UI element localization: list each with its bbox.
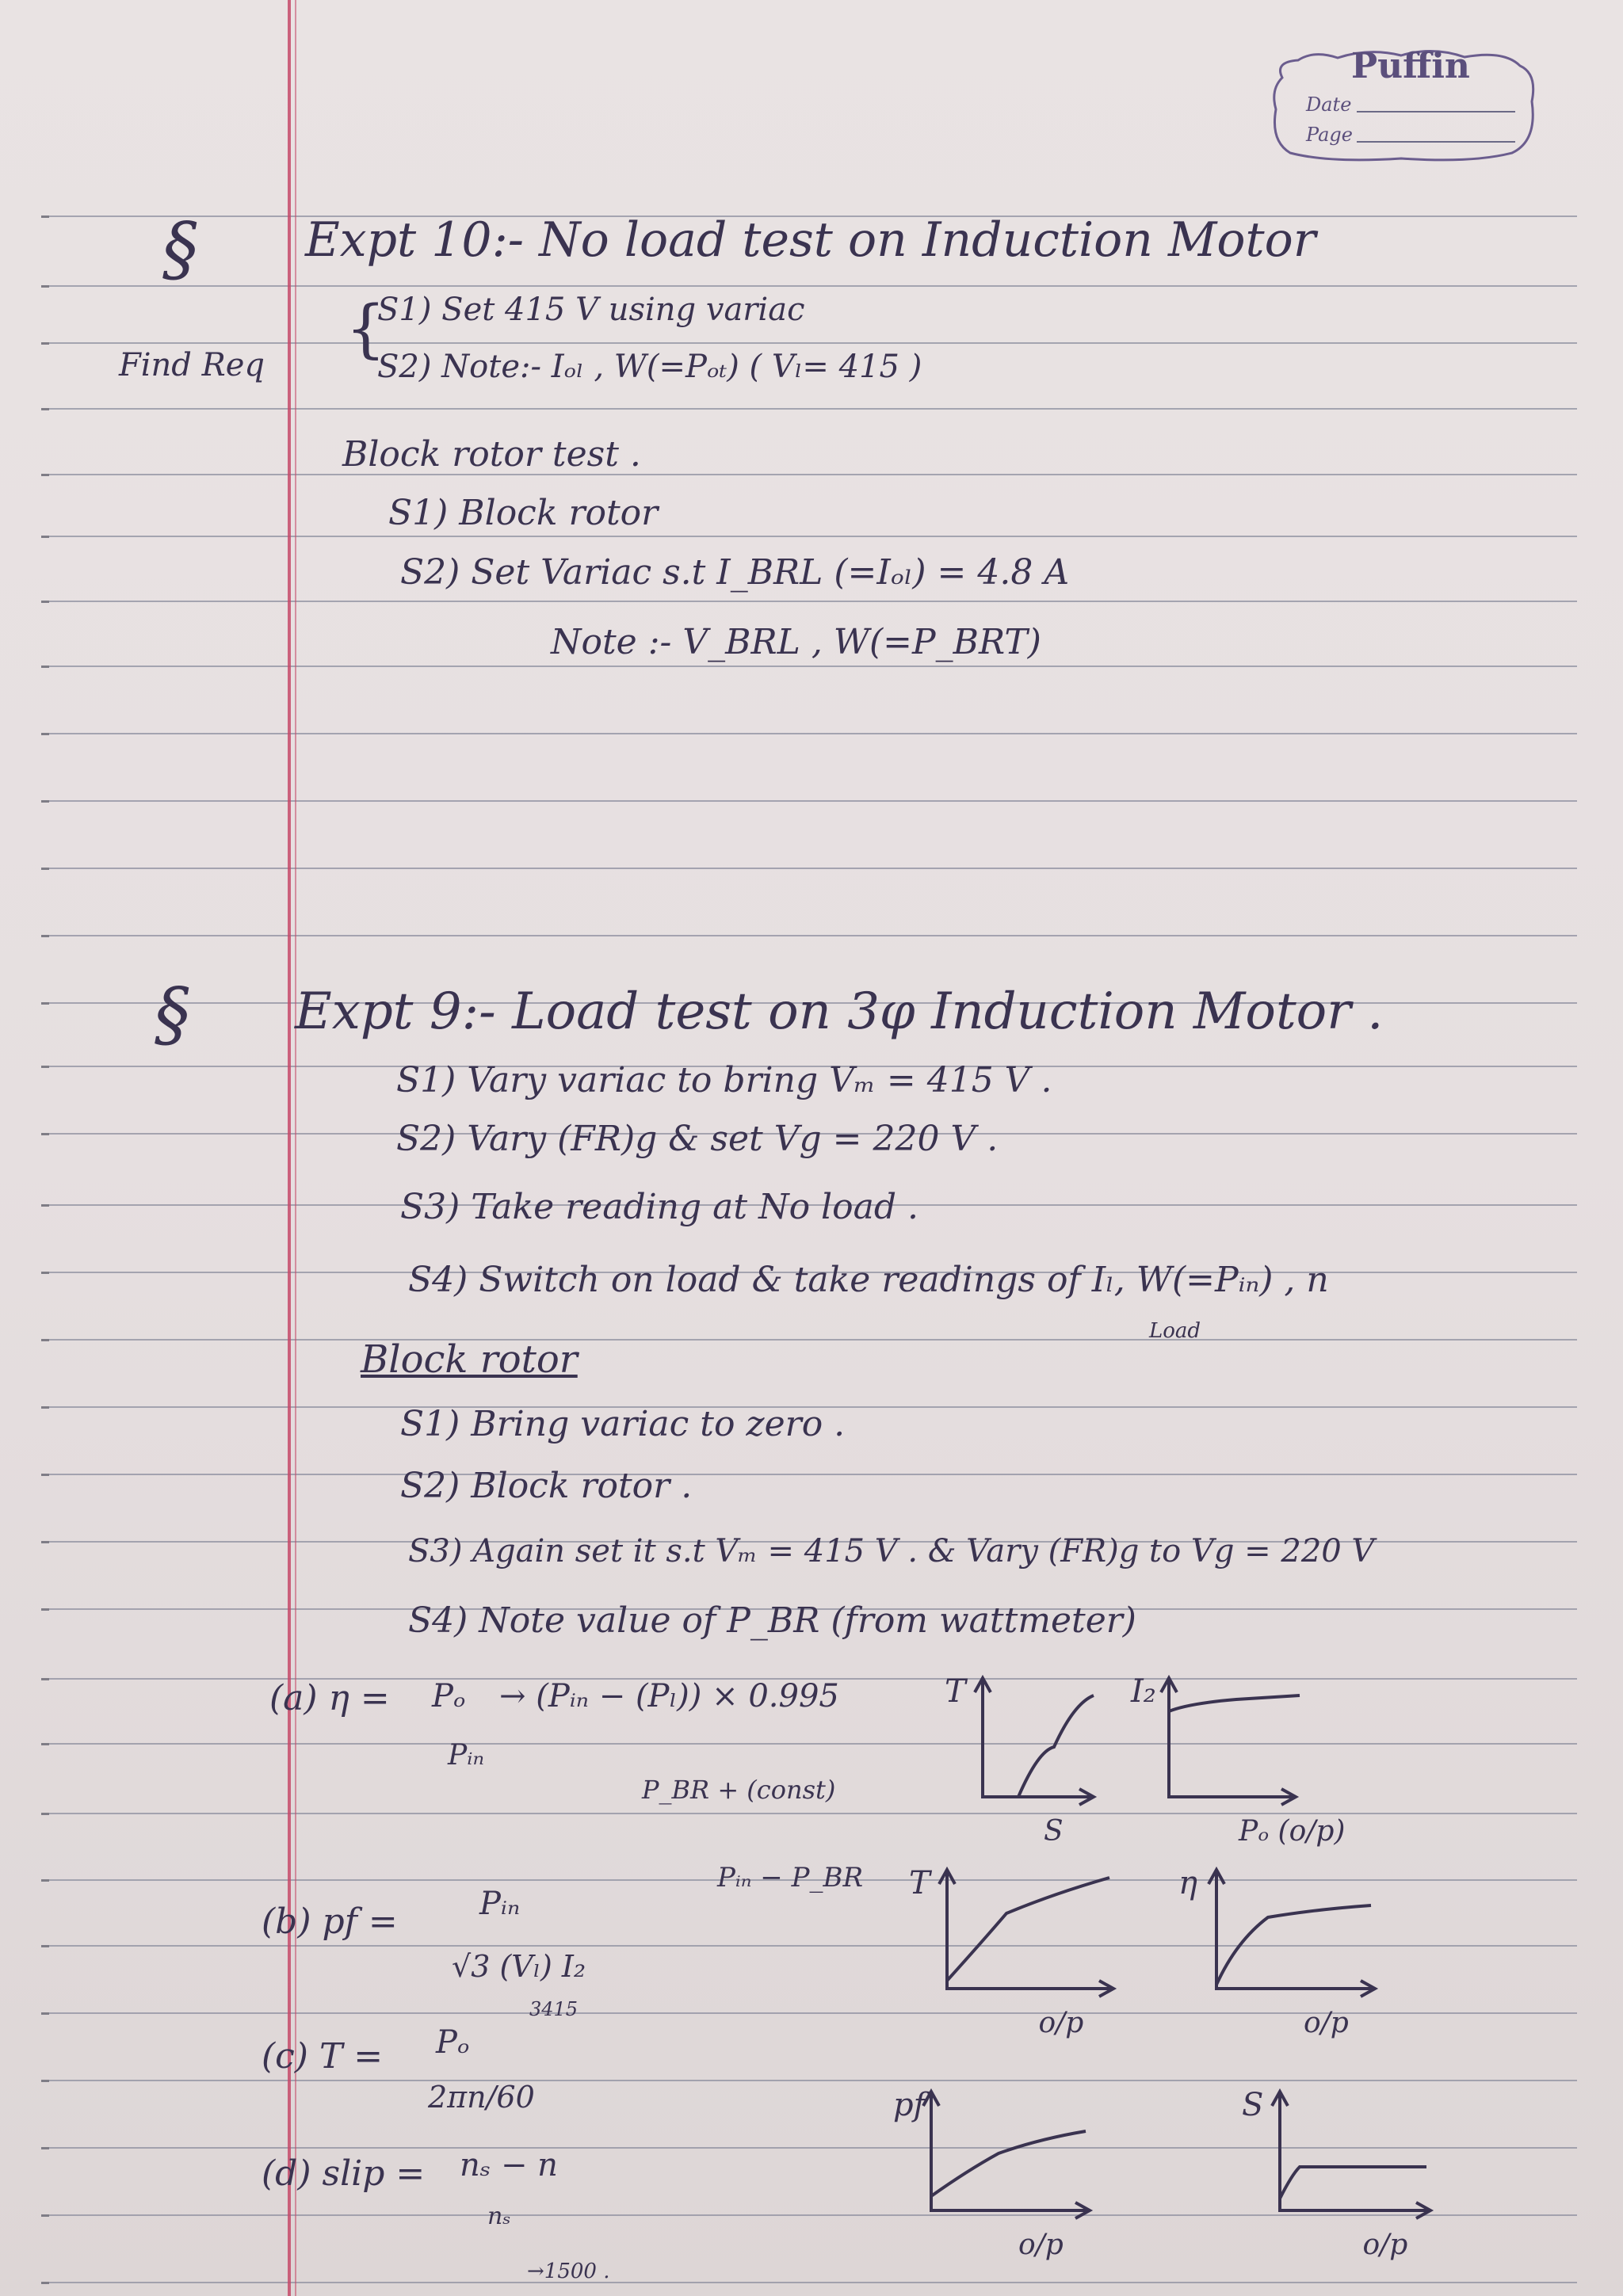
y-axis-label: S — [1242, 2087, 1264, 2123]
x-axis-label: o/p — [1362, 2229, 1408, 2261]
curve-line — [1169, 1695, 1300, 1711]
graph-pf-vs-output — [893, 2087, 1090, 2261]
formula-c-numerator: Pₒ — [436, 2024, 470, 2061]
graph-efficiency-vs-output — [1178, 1865, 1375, 2039]
axis-lines — [1216, 1870, 1375, 1989]
formula-a-denominator: Pᵢₙ — [448, 1739, 485, 1772]
section2-step4: S4) Switch on load & take readings of Iₗ, W(=Pᵢₙ) , n — [408, 1260, 1329, 1300]
formula-d-denominator: nₛ — [487, 2203, 511, 2230]
axis-lines — [931, 2092, 1090, 2210]
formula-a-branch1: P_BR + (const) — [642, 1775, 836, 1805]
x-axis-label: o/p — [1038, 2007, 1084, 2039]
formula-a-chain: → (Pᵢₙ − (Pₗ)) × 0.995 — [499, 1678, 839, 1714]
formula-a-numerator: Pₒ — [432, 1678, 466, 1714]
axis-lines — [947, 1870, 1113, 1989]
section2-step2: S2) Vary (FR)g & set Vg = 220 V . — [396, 1119, 999, 1159]
x-axis-label: Pₒ (o/p) — [1239, 1815, 1346, 1848]
formula-b-subscript: 3415 — [529, 1998, 579, 2020]
axis-lines — [983, 1678, 1094, 1797]
curve-line — [983, 1695, 1094, 1797]
y-axis-label: η — [1178, 1865, 1197, 1901]
section2-title: Expt 9:- Load test on 3φ Induction Motor . — [295, 982, 1384, 1041]
curve-line — [1216, 1905, 1371, 1985]
section2-block-step4: S4) Note value of P_BR (from wattmeter) — [408, 1600, 1136, 1641]
curve-line — [947, 1878, 1109, 1981]
section1-marker-icon: § — [162, 208, 198, 291]
graph-torque-vs-slip — [945, 1673, 1094, 1848]
section1-block-step2: S2) Set Variac s.t I_BRL (=Iₒₗ) = 4.8 A — [400, 552, 1070, 593]
x-axis-label: o/p — [1018, 2229, 1064, 2261]
section2-block-step3: S3) Again set it s.t Vₘ = 415 V . & Vary (FR)g to Vg = 220 V — [408, 1533, 1375, 1569]
graph-torque-vs-output — [909, 1865, 1113, 2039]
date-label: Date — [1306, 93, 1352, 116]
graph-current-vs-output — [1130, 1673, 1345, 1848]
section1-block-step3: Note :- V_BRL , W(=P_BRT) — [551, 622, 1041, 662]
section2-block-step1: S1) Bring variac to zero . — [400, 1404, 846, 1444]
section1-margin-note: Find Req — [119, 347, 265, 383]
section1-title: Expt 10:- No load test on Induction Motor — [305, 212, 1316, 268]
section2-step1: S1) Vary variac to bring Vₘ = 415 V . — [396, 1060, 1052, 1100]
section1-block-heading: Block rotor test . — [342, 434, 641, 475]
section1-block-step1: S1) Block rotor — [388, 493, 659, 533]
formula-b-numerator: Pᵢₙ — [479, 1886, 521, 1922]
page-label: Page — [1306, 124, 1353, 146]
formula-b-label: (b) pf = — [262, 1901, 398, 1942]
section1-step1: S1) Set 415 V using variac — [377, 292, 805, 328]
formula-a-label: (a) η = — [269, 1678, 390, 1718]
curve-line — [1280, 2167, 1426, 2199]
axis-lines — [1280, 2092, 1430, 2210]
section1-step2: S2) Note:- Iₒₗ , W(=Pₒₜ) ( Vₗ= 415 ) — [377, 349, 922, 385]
formula-b-denominator: √3 (Vₗ) I₂ — [452, 1949, 586, 1984]
formula-a-branch2: Pᵢₙ − P_BR — [717, 1862, 864, 1894]
formula-d-note: →1500 . — [527, 2260, 610, 2283]
formula-c-denominator: 2πn/60 — [428, 2080, 535, 2115]
formula-d-numerator: nₛ − n — [460, 2147, 558, 2183]
section2-block-step2: S2) Block rotor . — [400, 1466, 693, 1506]
curve-line — [931, 2131, 1086, 2196]
y-axis-label: pf — [893, 2087, 926, 2123]
y-axis-label: T — [945, 1673, 966, 1710]
x-axis-label: o/p — [1304, 2007, 1349, 2039]
y-axis-label: T — [909, 1865, 930, 1901]
graph-slip-vs-output — [1242, 2087, 1430, 2261]
section2-marker-icon: § — [155, 973, 190, 1056]
brand-name: Puffin — [1351, 46, 1470, 86]
section2-step4-subscript: Load — [1149, 1319, 1201, 1343]
y-axis-label: I₂ — [1131, 1673, 1156, 1710]
x-axis-label: S — [1044, 1815, 1064, 1848]
section2-block-heading: Block rotor — [361, 1337, 578, 1382]
section2-step3: S3) Take reading at No load . — [400, 1187, 918, 1227]
formula-c-label: (c) T = — [262, 2036, 384, 2077]
brace-icon: { — [346, 292, 386, 365]
formula-d-label: (d) slip = — [262, 2153, 426, 2194]
